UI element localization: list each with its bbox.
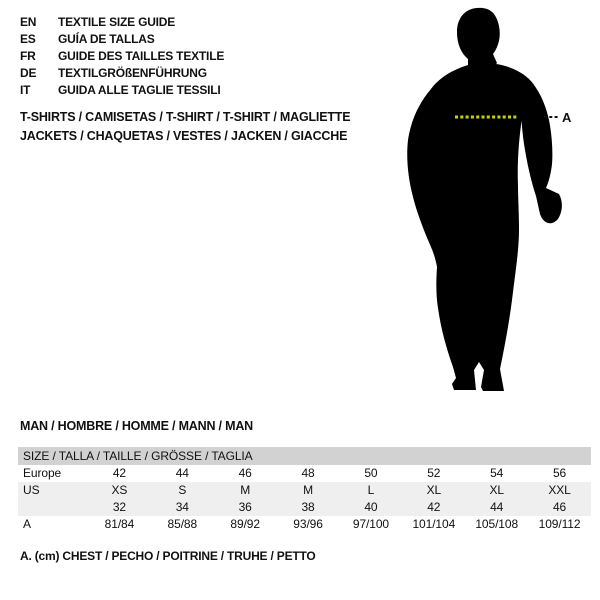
language-row [20,48,224,65]
size-cell: 101/104 [412,517,456,531]
size-cell: 46 [552,500,567,514]
language-label: TEXTILE SIZE GUIDE [58,15,176,29]
language-code: FR [20,49,36,63]
row-label: Europe [23,466,62,480]
size-cell: 97/100 [352,517,389,531]
size-cell: 56 [552,466,567,480]
size-table [18,447,591,533]
table-row [18,499,591,516]
table-row [18,516,591,533]
category-list [20,108,350,146]
language-code: ES [20,32,36,46]
measure-label-a: A [562,110,572,125]
size-table-body [18,465,591,533]
size-cell: 32 [112,500,127,514]
language-row [20,31,224,48]
language-code: IT [20,83,31,97]
size-cell: 52 [427,466,441,480]
size-cell: M [303,483,314,497]
size-cell: XXL [548,483,571,497]
man-silhouette [395,0,585,400]
size-cell: 54 [490,466,504,480]
language-row [20,82,224,99]
language-label: TEXTILGRÖßENFÜHRUNG [58,66,207,80]
size-cell: 38 [301,500,315,514]
language-row [20,65,224,82]
table-row [18,465,591,482]
man-right-arm-shape [521,78,562,223]
language-row [20,14,224,31]
language-label: GUIDE DES TAILLES TEXTILE [58,49,225,63]
size-cell: S [178,483,187,497]
size-cell: 81/84 [104,517,135,531]
language-label: GUIDA ALLE TAGLIE TESSILI [58,83,221,97]
size-cell: 85/88 [167,517,198,531]
row-label: US [23,483,40,497]
category-line: JACKETS / CHAQUETAS / VESTES / JACKEN / GIACCHE [20,129,348,143]
size-cell: 44 [490,500,504,514]
measurement-footnote: A. (cm) CHEST / PECHO / POITRINE / TRUHE / PETTO [20,549,316,563]
size-cell: 109/112 [538,517,581,531]
size-cell: 42 [427,500,441,514]
man-body-shape [407,63,534,391]
language-code: DE [20,66,37,80]
category-line: T-SHIRTS / CAMISETAS / T-SHIRT / T-SHIRT / MAGLIETTE [20,110,351,124]
language-code: EN [20,15,37,29]
size-cell: 93/96 [293,517,323,531]
row-label [18,499,88,516]
size-cell: 42 [112,466,127,480]
size-cell: 46 [238,466,252,480]
size-cell: XS [111,483,128,497]
section-title: MAN / HOMBRE / HOMME / MANN / MAN [20,419,253,433]
size-cell: 105/108 [475,517,519,531]
size-cell: 34 [175,500,189,514]
size-cell: 44 [175,466,189,480]
size-cell: M [240,483,251,497]
size-cell: 48 [301,466,315,480]
language-label: GUÍA DE TALLAS [58,32,155,46]
man-head-shape [457,8,500,70]
size-cell: 36 [238,500,252,514]
row-label: A [23,517,31,531]
size-cell: 50 [364,466,378,480]
size-cell: 40 [364,500,378,514]
size-table-header: SIZE / TALLA / TAILLE / GRÖSSE / TAGLIA [18,447,591,465]
table-row [18,482,591,499]
language-list [20,14,224,99]
size-cell: XL [426,483,442,497]
size-cell: L [367,483,375,497]
size-cell: XL [489,483,504,497]
size-cell: 89/92 [230,517,260,531]
